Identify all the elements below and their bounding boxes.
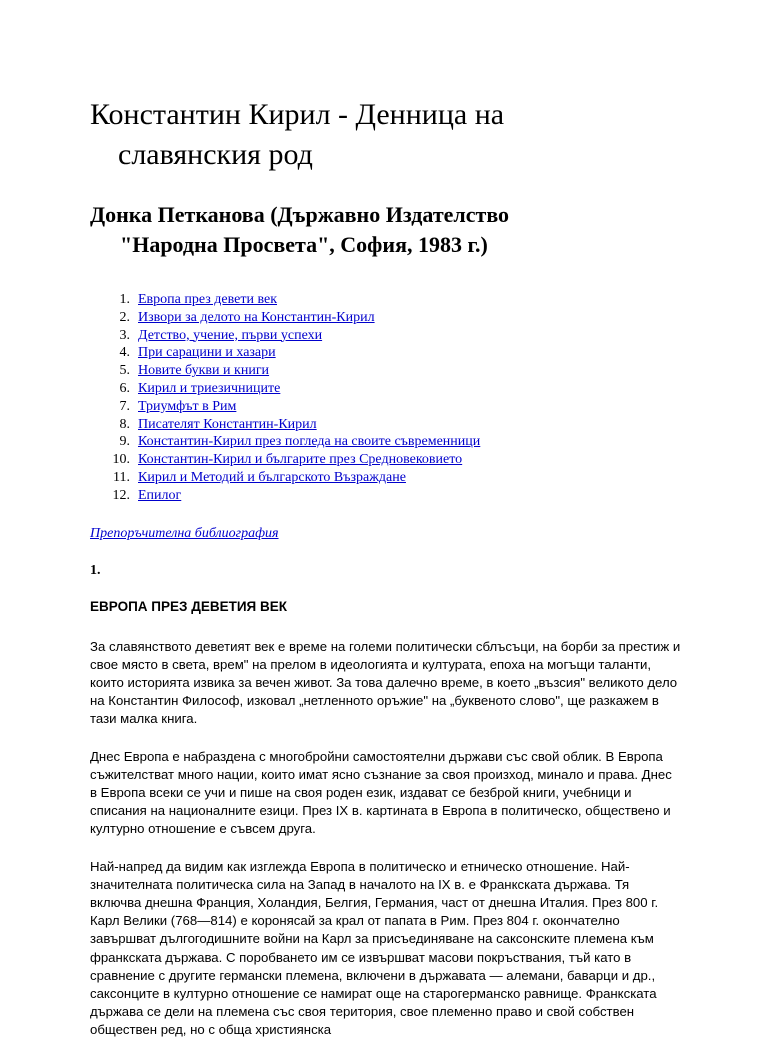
chapter-number: 1. [90, 562, 101, 578]
toc-link[interactable]: Кирил и Методий и българското Възраждане [138, 469, 406, 485]
toc-item [90, 451, 678, 469]
toc-item [90, 291, 678, 309]
toc-number: 6. [119, 380, 130, 396]
toc-number: 10. [112, 452, 130, 468]
toc-item [90, 469, 678, 487]
page-title [90, 0, 690, 175]
bibliography-link[interactable]: Препоръчителна библиография [90, 525, 279, 541]
toc-item [90, 380, 678, 398]
toc-link[interactable]: Епилог [138, 487, 182, 503]
paragraph: За славянството деветият век е време на големи политически сблъсъци, на борби за престиж и свое място в света, врем" на прелом в идеологията и културата, епоха на могъщи таланти, които историята извика за вечен живот. За това далечно време, в което „възсия" великото дело на Константин Философ, изковал „нетленното оръжие" на „буквеното слово", ще разкажем в тази малка книга. [90, 638, 681, 727]
bibliography-section [90, 525, 678, 543]
paragraph: Днес Европа е набраздена с многобройни самостоятелни държави със свой облик. В Европа съжителстват много нации, които имат ясно съзнание за своя произход, минало и права. Днес в Европа всеки се учи и пише на своя роден език, издават се безброй книги, учебници и списания на националните езици. През IX в. картината в Европа в политическо, обществено и културно отношение е съвсем друга. [90, 748, 672, 837]
toc-link[interactable]: Извори за делото на Константин-Кирил [138, 309, 375, 325]
toc-number: 7. [119, 398, 130, 414]
toc-link[interactable]: Новите букви и книги [138, 363, 270, 379]
toc-number: 2. [119, 309, 130, 325]
toc-item [90, 398, 678, 416]
author-line-1: Донка Петканова (Държавно Издателство [90, 202, 510, 227]
toc-number: 4. [119, 345, 130, 361]
toc-link[interactable]: Писателят Константин-Кирил [138, 416, 317, 432]
toc-link[interactable]: Триумфът в Рим [138, 398, 237, 414]
toc-number: 12. [112, 487, 130, 503]
toc-item [90, 416, 678, 434]
paragraph: Най-напред да видим как изглежда Европа в политическо и етническо отношение. Най-значителната политическа сила на Запад в началото на IX в. е Франкската държава. Тя включва днешна Франция, Холандия, Белгия, Германия, част от днешна Италия. През 800 г. Карл Велики (768—814) е коронясай за крал от папата в Рим. През 804 г. окончателно завършват дългогодишните войни на Карл за присъединяване на саксонските племена към франкската държава. С поробването им се извършват масови покръствания, тъй като в сравнение с другите германски племена, включени в държавата — алемани, баварци и др., саксонците в културно отношение се намират още на старогерманско равнище. Франкската държава се дели на племена със своя територия, свое племенно право и свой собствен обществен ред, но с обща християнска [90, 858, 659, 1038]
toc-number: 11. [113, 469, 130, 485]
author-line-2: "Народна Просвета", София, 1983 г.) [120, 232, 488, 257]
toc-link[interactable]: Кирил и триезичниците [138, 380, 281, 396]
toc-item [90, 433, 678, 451]
toc-link[interactable]: При сарацини и хазари [138, 345, 276, 361]
toc-number: 1. [119, 292, 130, 307]
toc-item [90, 327, 678, 345]
title-line-1: Константин Кирил - Денница на [90, 98, 505, 131]
toc-item [90, 487, 678, 505]
author-heading [90, 175, 690, 260]
toc-number: 9. [119, 434, 130, 450]
toc-number: 8. [119, 416, 130, 432]
toc-link[interactable]: Константин-Кирил през погледа на своите съвременници [138, 434, 481, 450]
table-of-contents [90, 291, 678, 505]
toc-item [90, 344, 678, 362]
chapter-heading: ЕВРОПА ПРЕЗ ДЕВЕТИЯ ВЕК [90, 598, 287, 614]
toc-link[interactable]: Константин-Кирил и българите през Средновековието [138, 452, 463, 468]
title-line-2: славянския род [118, 138, 313, 171]
toc-number: 3. [119, 327, 130, 343]
toc-item [90, 309, 678, 327]
toc-link[interactable]: Европа през девети век [138, 292, 278, 307]
toc-item [90, 362, 678, 380]
toc-number: 5. [119, 363, 130, 379]
toc-link[interactable]: Детство, учение, първи успехи [138, 327, 323, 343]
